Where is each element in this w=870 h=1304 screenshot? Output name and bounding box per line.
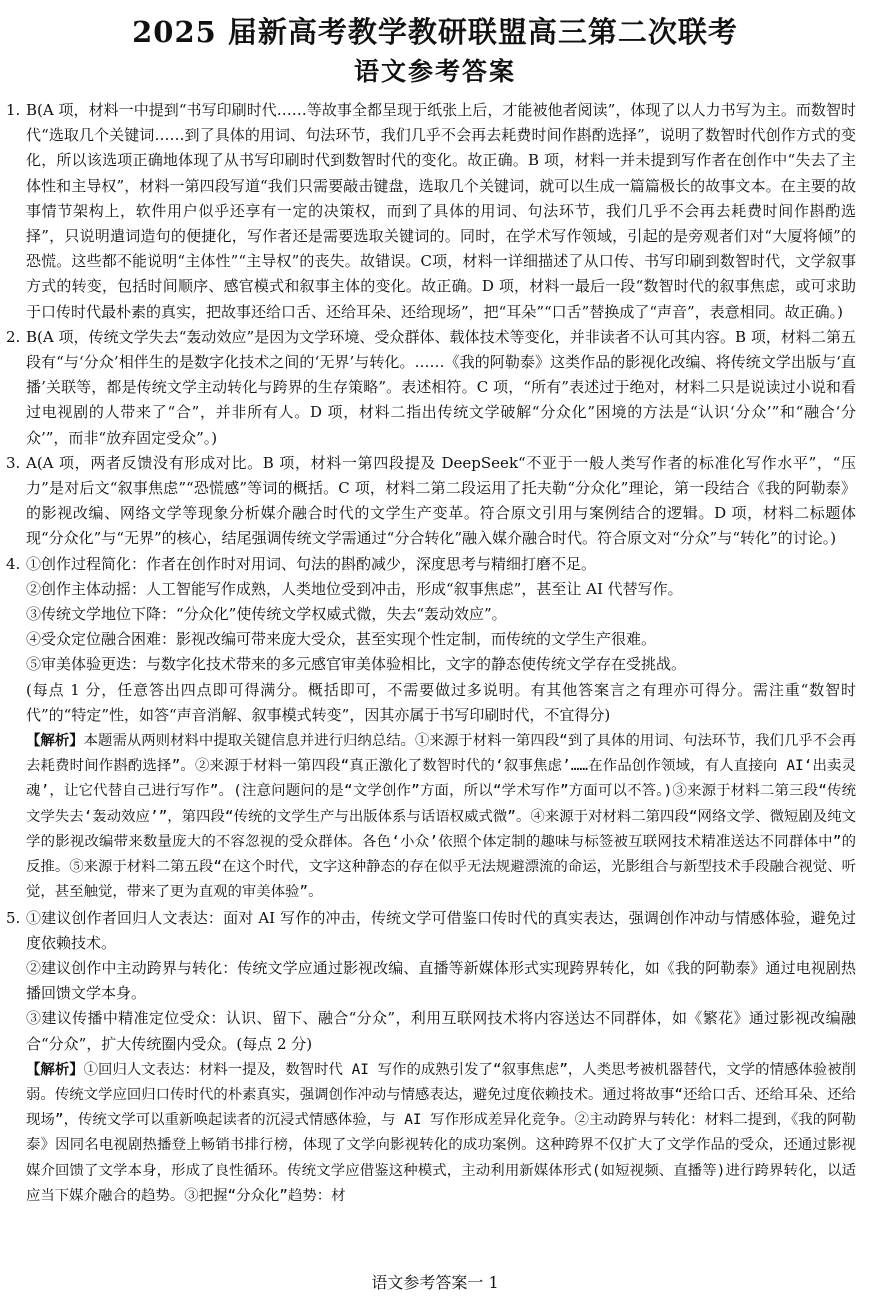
answer-point: ⑤审美体验更迭：与数字化技术带来的多元感官审美体验相比，文字的静态使传统文学存在受挑战。 <box>26 655 687 674</box>
answer-point: ②建议创作中主动跨界与转化：传统文学应通过影视改编、直播等新媒体形式实现跨界转化，如《我的阿勒泰》通过电视剧热播回馈文学本身。 <box>26 958 856 1003</box>
analysis-paragraph <box>26 1057 856 1209</box>
answer-point: ②创作主体动摇：人工智能写作成熟，人类地位受到冲击，形成“叙事焦虑”，甚至让 AI 代替写作。 <box>26 579 683 598</box>
answer-item-3 <box>6 451 856 552</box>
scoring-note: (每点 1 分，任意答出四点即可得满分。概括即可，不需要做过多说明。有其他答案言之有理亦可得分。需注重“数智时代”的“特定”性，如答“声音消解、叙事模式转变”，因其亦属于书写印刷时代，不宜得分) <box>26 680 856 724</box>
analysis-text: ①回归人文表达：材料一提及，数智时代 AI 写作的成熟引发了“叙事焦虑”，人类思考被机器替代，文学的情感体验被削弱。传统文学应回归口传时代的朴素真实，强调创作冲动与情感表达，避免过度依赖技术。通过将故事“还给口舌、还给耳朵、还给现场”，传统文学可以重新唤起读者的沉浸式情感体验，与 AI 写作形成差异化竞争。②主动跨界与转化：材料二提到，《我的阿勒泰》因同名电视剧热播登上畅销书排行榜，体现了文学向影视转化的成功案例。这种跨界不仅扩大了文学作品的受众，还通过影视媒介回馈了文学本身，形成了良性循环。传统文学应借鉴这种模式，主动利用新媒体形式(如短视频、直播等)进行跨界转化，以适应当下媒介融合的趋势。③把握“分众化”趋势：材 <box>26 1061 856 1204</box>
answer-item-1 <box>6 98 856 325</box>
answer-text: B(A 项，材料一中提到“书写印刷时代……等故事全都呈现于纸张上后，才能被他者阅读”，体现了以人力书写为主。而数智时代“选取几个关键词……到了具体的用词、句法环节，我们几乎不会再去耗费时间作斟酌选择”，说明了数智时代创作方式的变化，所以该选项正确地体现了从书写印刷时代到数智时代的变化。故正确。B 项，材料一并未提到写作者在创作中“失去了主体性和主导权”，材料一第四段写道“我们只需要敲击键盘，选取几个关键词，就可以生成一篇篇极长的故事文本。在主要的故事情节架构上，软件用户似乎还享有一定的决策权，而到了具体的用词、句法环节，我们几乎不会再去耗费时间作斟酌选择”，只说明遣词造句的便捷化，写作者还是需要选取关键词的。同时，在学术写作领域，引起的是旁观者们对“大厦将倾”的恐慌。这些都不能说明“主体性”“主导权”的丧失。故错误。C项，材料一详细描述了从口传、书写印刷到数智时代，文学叙事方式的转变，包括时间顺序、感官模式和叙事主体的变化。故正确。D 项，材料一最后一段“数智时代的叙事焦虑，或可求助于口传时代最朴素的真实，把故事还给口舌、还给耳朵、还给现场”，把“耳朵”“口舌”替换成了“声音”，表意相同。故正确。) <box>26 101 856 321</box>
analysis-paragraph <box>26 728 856 905</box>
answer-point: ①创作过程简化：作者在创作时对用词、句法的斟酌减少，深度思考与精细打磨不足。 <box>26 554 597 573</box>
document-subtitle: 语文参考答案 <box>353 57 516 86</box>
analysis-tag: 【解析】 <box>26 732 84 750</box>
question-number: 3. <box>6 453 21 472</box>
answer-text: A(A 项，两者反馈没有形成对比。B 项，材料一第四段提及 DeepSeek“不亚于一般人类写作者的标准化写作水平”，“压力”是对后文“叙事焦虑”“恐慌感”等词的概括。C 项，材料二第二段运用了托夫勒“分众化”理论，第一段结合《我的阿勒泰》的影视改编、网络文学等现象分析媒介融合时代的文学生产变革。符合原文引用与案例结合的逻辑。D 项，材料二标题体现“分众化”与“无界”的核心，结尾强调传统文学需通过“分合转化”融入媒介融合时代。符合原文对“分众”与“转化”的讨论。) <box>26 453 856 548</box>
answer-content <box>6 98 856 1209</box>
answer-item-5 <box>6 906 856 1209</box>
question-number: 4. <box>6 554 21 573</box>
answer-point: ④受众定位融合困难：影视改编可带来庞大受众，甚至实现个性定制，而传统的文学生产很难。 <box>26 630 657 649</box>
question-number: 5. <box>6 908 21 927</box>
question-number: 2. <box>6 327 21 346</box>
answer-text: B(A 项，传统文学失去“轰动效应”是因为文学环境、受众群体、载体技术等变化，并非读者不认可其内容。B 项，材料二第五段有“与‘分众’相伴生的是数字化技术之间的‘无界’与转化。……《我的阿勒泰》这类作品的影视化改编、将传统文学出版与‘直播’关联等，都是传统文学主动转化与跨界的生存策略”。表述相符。C 项，“所有”表述过于绝对，材料二只是说读过小说和看过电视剧的人带来了“合”，并非所有人。D 项，材料二指出传统文学破解“分众化”困境的方法是“认识‘分众’”和“融合‘分众’”，而非“放弃固定受众”。) <box>26 327 856 447</box>
analysis-text: 本题需从两则材料中提取关键信息并进行归纳总结。①来源于材料一第四段“到了具体的用词、句法环节，我们几乎不会再去耗费时间作斟酌选择”。②来源于材料一第四段“真正激化了数智时代的‘叙事焦虑’……在作品创作领域，有人直接向 AI‘出卖灵魂’，让它代替自己进行写作”。(注意问题问的是“文学创作”方面，所以“学术写作”方面可以不答。)③来源于材料二第三段“传统文学失去‘轰动效应’”，第四段“传统的文学生产与出版体系与话语权威式微”。④来源于对材料二第四段“网络文学、微短剧及纯文学的影视改编带来数量庞大的不容忽视的受众群体。各色‘小众’依照个体定制的趣味与标签被互联网技术精准送达不同群体中”的反推。⑤来源于材料二第五段“在这个时代，文字这种静态的存在似乎无法规避漂流的命运，光影组合与新型技术手段融合视觉、听觉，甚至触觉，带来了更为直观的审美体验”。 <box>26 733 856 901</box>
analysis-tag: 【解析】 <box>26 1060 84 1078</box>
page-footer: 语文参考答案一 1 <box>371 1273 499 1292</box>
answer-item-2 <box>6 325 856 451</box>
question-number: 1. <box>6 101 21 119</box>
exam-title: 2025 届新高考教学教研联盟高三第二次联考 <box>132 15 738 49</box>
answer-point: ③传统文学地位下降：“分众化”使传统文学权威式微，失去“轰动效应”。 <box>26 605 507 624</box>
answer-point: ①建议创作者回归人文表达：面对 AI 写作的冲击，传统文学可借鉴口传时代的真实表达，强调创作冲动与情感体验，避免过度依赖技术。 <box>26 908 856 952</box>
answer-point: ③建议传播中精准定位受众：认识、留下、融合“分众”，利用互联网技术将内容送达不同群体，如《繁花》通过影视改编融合“分众”，扩大传统圈内受众。(每点 2 分) <box>26 1009 856 1053</box>
answer-item-4 <box>6 552 856 906</box>
